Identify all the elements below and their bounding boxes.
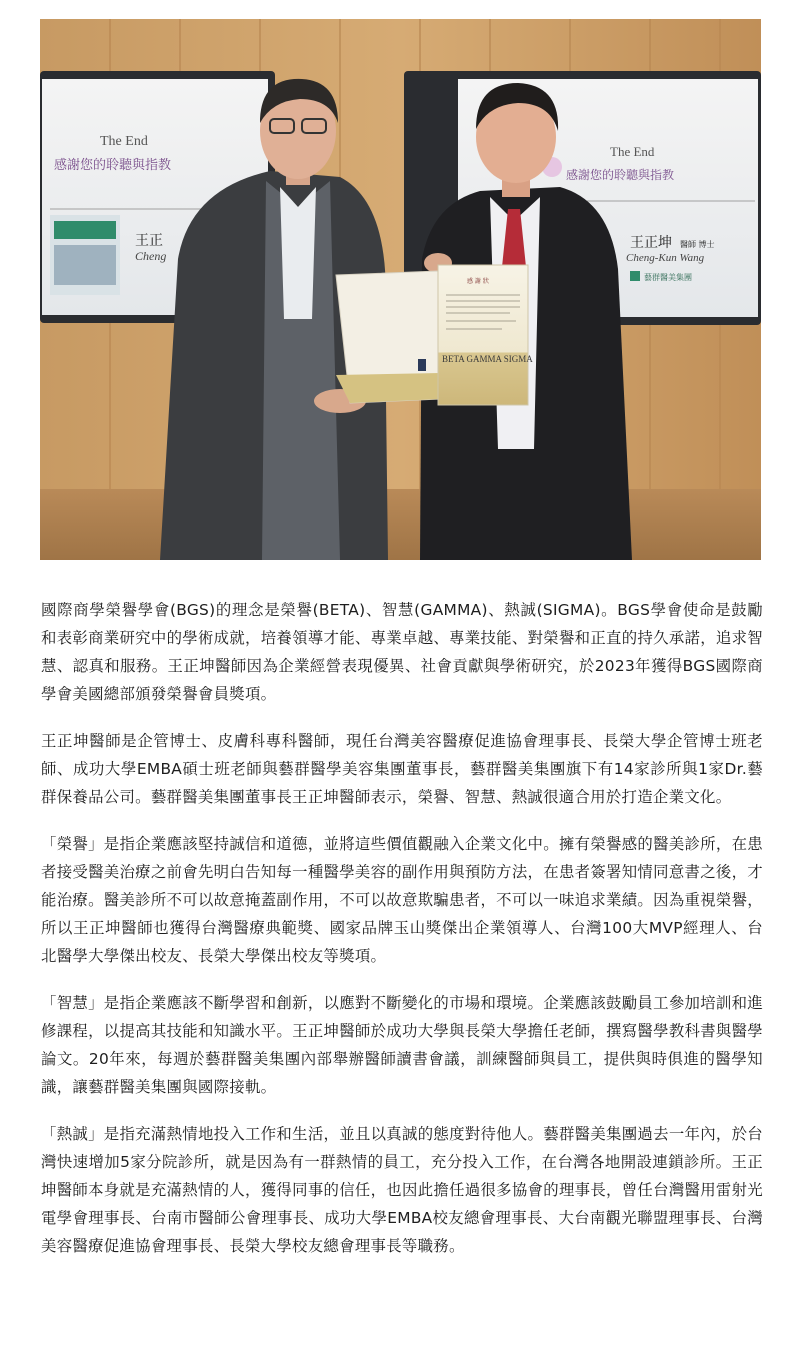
left-screen-name-en: Cheng [135, 249, 167, 263]
paragraph-bgs-intro: 國際商學榮譽學會(BGS)的理念是榮譽(BETA)、智慧(GAMMA)、熱誠(SIGMA)。BGS學會使命是鼓勵和表彰商業研究中的學術成就，培養領導才能、專業卓越、專業技能、對榮譽和正直的持久承諾，追求智慧、認真和服務。王正坤醫師因為企業經營表現優異、社會貢獻與學術研究，於2023年獲得BGS國際商學會美國總部頒發榮譽會員獎項。 [41, 601, 763, 703]
left-screen-title: The End [100, 134, 148, 149]
right-screen-name: 王正坤 [630, 235, 672, 251]
photo-scene [40, 19, 761, 560]
certificate-folder [336, 265, 533, 405]
right-screen-title-suffix: 醫師 博士 [680, 240, 715, 249]
floor [40, 489, 761, 560]
paragraph-enthusiasm: 「熱誠」是指充滿熱情地投入工作和生活，並且以真誠的態度對待他人。藝群醫美集團過去一年內，於台灣快速增加5家分院診所，就是因為有一群熱情的員工，充分投入工作，在台灣各地開設連鎖診所。王正坤醫師本身就是充滿熱情的人，獲得同事的信任，也因此擔任過很多協會的理事長，曾任台灣醫用雷射光電學會理事長、台南市醫師公會理事長、成功大學EMBA校友總會理事長、大台南觀光聯盟理事長、台灣美容醫療促進協會理事長、長榮大學校友總會理事長等職務。 [41, 1125, 763, 1255]
paragraph-doctor-profile: 王正坤醫師是企管博士、皮膚科專科醫師，現任台灣美容醫療促進協會理事長、長榮大學企管博士班老師、成功大學EMBA碩士班老師與藝群醫學美容集團董事長，藝群醫美集團旗下有14家診所與1家Dr.藝群保養品公司。藝群醫美集團董事長王正坤醫師表示，榮譽、智慧、熱誠很適合用於打造企業文化。 [41, 732, 763, 806]
right-screen-org: 藝群醫美集團 [644, 273, 692, 282]
paragraph-honor: 「榮譽」是指企業應該堅持誠信和道德，並將這些價值觀融入企業文化中。擁有榮譽感的醫美診所，在患者接受醫美治療之前會先明白告知每一種醫學美容的副作用與預防方法，在患者簽署知情同意書之後，才能治療。醫美診所不可以故意掩蓋副作用，不可以故意欺騙患者，不可以一味追求業績。因為重視榮譽，所以王正坤醫師也獲得台灣醫療典範獎、國家品牌玉山獎傑出企業領導人、台灣100大MVP經理人、台北醫學大學傑出校友、長榮大學傑出校友等獎項。 [41, 835, 763, 965]
left-screen-name: 王正 [135, 233, 163, 249]
left-screen-subtitle: 感謝您的聆聽與指教 [54, 158, 172, 173]
right-screen-subtitle: 感謝您的聆聽與指教 [566, 168, 675, 182]
certificate-brand: BETA GAMMA SIGMA [442, 354, 533, 364]
right-screen-title: The End [610, 144, 655, 159]
article-photo [40, 19, 761, 560]
paragraph-wisdom: 「智慧」是指企業應該不斷學習和創新，以應對不斷變化的市場和環境。企業應該鼓勵員工參加培訓和進修課程，以提高其技能和知識水平。王正坤醫師於成功大學與長榮大學擔任老師，撰寫醫學教科書與醫學論文。20年來，每週於藝群醫美集團內部舉辦醫師讀書會議，訓練醫師與員工，提供與時俱進的醫學知識，讓藝群醫美集團與國際接軌。 [41, 994, 763, 1096]
article-body [41, 596, 763, 1279]
right-screen-name-en: Cheng-Kun Wang [626, 252, 705, 264]
certificate-header: 感 謝 狀 [467, 278, 489, 285]
